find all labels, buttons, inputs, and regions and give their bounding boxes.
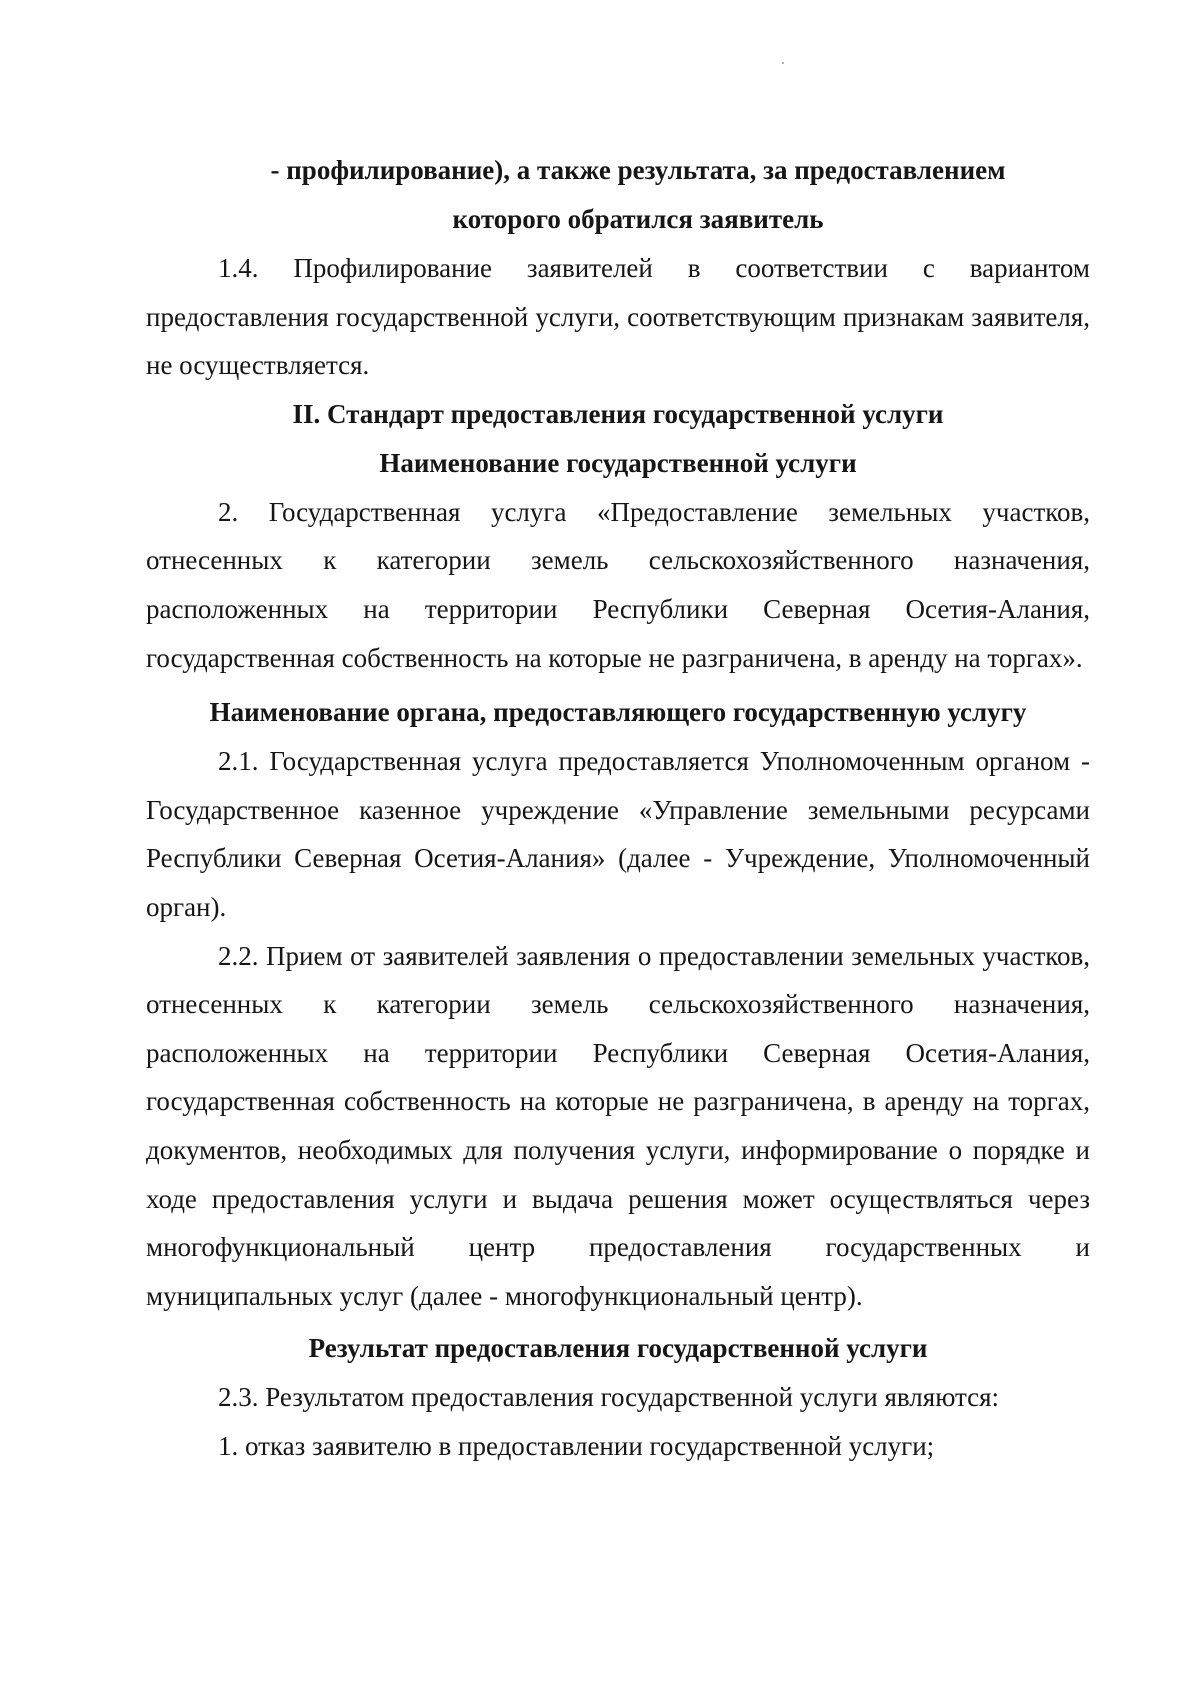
paragraph-1-4: 1.4. Профилирование заявителей в соответствии с вариантом предоставления государственной услуги, соответствующим признакам заявителя, не осуществляется. [146, 253, 1090, 381]
list-item-1: 1. отказ заявителю в предоставлении государственной услуги; [218, 1430, 935, 1461]
heading-service-name: Наименование государственной услуги [379, 447, 857, 478]
scan-artifact-dot [782, 62, 784, 64]
heading-profiling-continuation-line-1: - профилирование), а также результата, за предоставлением [270, 155, 1006, 185]
paragraph-2-1: 2.1. Государственная услуга предоставляется Уполномоченным органом - Государственное казенное учреждение «Управление земельными ресурсами Республики Северная Осетия-Алания» (далее - Учреждение, Уполномоченный орган). [146, 746, 1090, 922]
paragraph-2-2: 2.2. Прием от заявителей заявления о предоставлении земельных участков, отнесенных к категории земель сельскохозяйственного назначения, расположенных на территории Республики Северная Осетия-Алания, государственная собственность на которые не разграничена, в аренду на торгах, документов, необходимых для получения услуги, информирование о порядке и ходе предоставления услуги и выдача решения может осуществляться через многофункциональный центр предоставления государственных и муниципальных услуг (далее - многофункциональный центр). [146, 940, 1090, 1311]
document-body [146, 146, 1090, 1470]
heading-section-2: II. Стандарт предоставления государственной услуги [292, 398, 944, 429]
paragraph-2-3: 2.3. Результатом предоставления государственной услуги являются: [218, 1382, 1000, 1413]
heading-profiling-continuation-line-2: которого обратился заявитель [452, 204, 824, 234]
heading-authority-name: Наименование органа, предоставляющего государственную услугу [209, 697, 1027, 728]
heading-result: Результат предоставления государственной услуги [308, 1333, 928, 1364]
paragraph-2: 2. Государственная услуга «Предоставление земельных участков, отнесенных к категории земель сельскохозяйственного назначения, расположенных на территории Республики Северная Осетия-Алания, государственная собственность на которые не разграничена, в аренду на торгах». [146, 496, 1090, 673]
